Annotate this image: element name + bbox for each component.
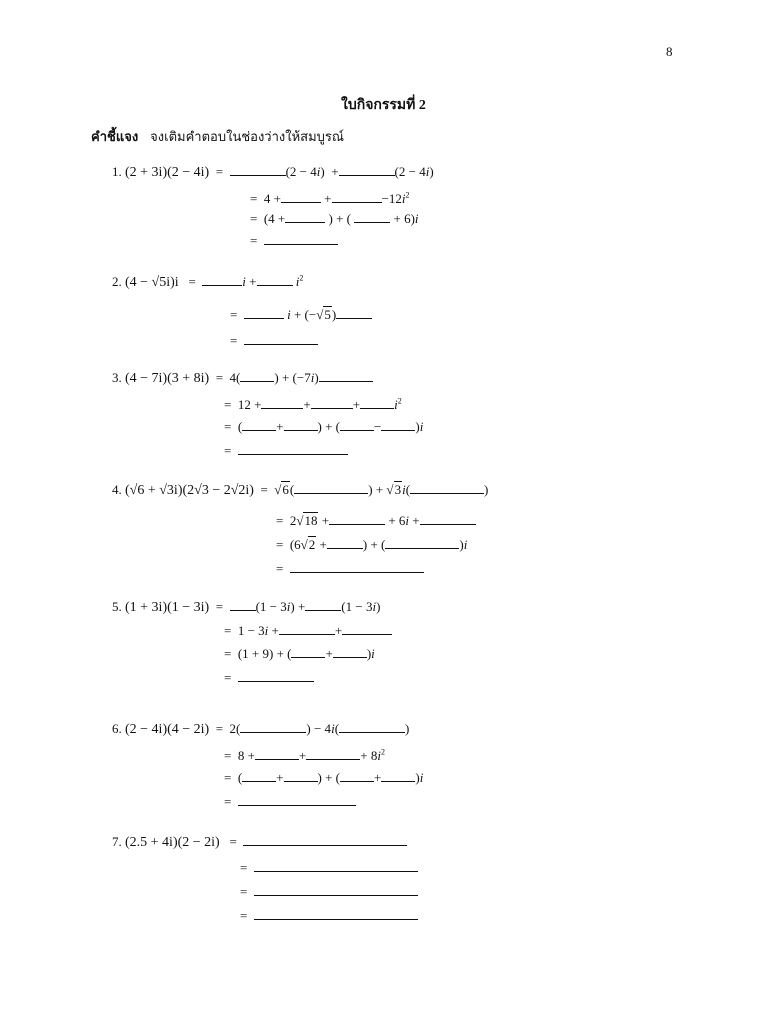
problem-2-step-1: = i + (−√5) (230, 306, 372, 323)
answer-blank[interactable] (284, 418, 318, 431)
answer-blank[interactable] (285, 210, 325, 223)
problem-5-number: 5. (112, 599, 122, 614)
answer-blank[interactable] (244, 332, 318, 345)
instruction-row (91, 126, 344, 147)
answer-blank[interactable] (242, 769, 276, 782)
problem-3-step-3: = (224, 442, 348, 459)
problem-4-number: 4. (112, 482, 122, 497)
answer-blank[interactable] (240, 369, 274, 382)
answer-blank[interactable] (255, 747, 299, 760)
problem-6-number: 6. (112, 721, 122, 736)
problem-6-step-2: = ( + ) + ( + )i (224, 770, 424, 785)
problem-6: 6. (2 − 4i)(4 − 2i) = 2( ) − 4i( ) (112, 721, 410, 737)
answer-blank[interactable] (279, 622, 335, 635)
answer-blank[interactable] (410, 481, 484, 494)
problem-4: 4. (√6 + √3i)(2√3 − 2√2i) = √6( ) + √3i( ) (112, 482, 489, 498)
problem-5-step-1: = 1 − 3i + + (224, 622, 392, 639)
problem-7: 7. (2.5 + 4i)(2 − 2i) = (112, 833, 407, 851)
problem-2-number: 2. (112, 274, 122, 289)
answer-blank[interactable] (360, 396, 394, 409)
problem-3-number: 3. (112, 370, 122, 385)
answer-blank[interactable] (339, 163, 395, 176)
instruction-label: คำชี้แจง (91, 129, 139, 144)
problem-2: 2. $(4 - √5i)i = i + i^2$ (112, 273, 304, 290)
answer-blank[interactable] (342, 622, 392, 635)
answer-blank[interactable] (354, 210, 390, 223)
problem-7-step-1: = (240, 859, 418, 876)
answer-blank[interactable] (305, 598, 341, 611)
answer-blank[interactable] (238, 669, 314, 682)
problem-3: 3. (4 − 7i)(3 + 8i) = 4( ) + (−7i) (112, 369, 373, 387)
answer-blank[interactable] (261, 396, 303, 409)
answer-blank[interactable] (244, 306, 284, 319)
answer-blank[interactable] (332, 190, 382, 203)
answer-blank[interactable] (327, 536, 363, 549)
answer-blank[interactable] (336, 306, 372, 319)
answer-blank[interactable] (339, 720, 405, 733)
answer-blank[interactable] (381, 418, 415, 431)
answer-blank[interactable] (340, 769, 374, 782)
answer-blank[interactable] (238, 793, 356, 806)
answer-blank[interactable] (238, 442, 348, 455)
problem-1-expression: (2 + 3i)(2 − 4i) (125, 165, 210, 180)
answer-blank[interactable] (230, 598, 256, 611)
answer-blank[interactable] (264, 232, 338, 245)
answer-blank[interactable] (385, 536, 459, 549)
answer-blank[interactable] (420, 512, 476, 525)
problem-5-step-3: = (224, 669, 314, 686)
answer-blank[interactable] (306, 747, 360, 760)
answer-blank[interactable] (281, 190, 321, 203)
problem-3-step-2: = ( + ) + ( − )i (224, 419, 424, 434)
answer-blank[interactable] (340, 418, 374, 431)
answer-blank[interactable] (254, 883, 418, 896)
problem-6-step-1: = 8 + + + $8i^2$ (224, 747, 385, 763)
answer-blank[interactable] (254, 907, 418, 920)
problem-5-expression: (1 + 3i)(1 − 3i) (125, 600, 210, 615)
problem-2-step-2: = (230, 332, 318, 349)
problem-4-step-1: = 2√18 + + 6i + (276, 512, 476, 529)
problem-6-expression: (2 − 4i)(4 − 2i) (125, 722, 210, 737)
problem-7-step-2: = (240, 883, 418, 900)
problem-7-expression: (2.5 + 4i)(2 − 2i) (125, 835, 220, 850)
answer-blank[interactable] (329, 512, 385, 525)
answer-blank[interactable] (243, 833, 407, 846)
problem-6-step-3: = (224, 793, 356, 810)
answer-blank[interactable] (240, 720, 306, 733)
problem-1-step-2: = (4 + ) + ( + 6)i (250, 211, 419, 226)
answer-blank[interactable] (254, 859, 418, 872)
problem-3-expression: (4 − 7i)(3 + 8i) (125, 371, 210, 386)
problem-3-step-1: = 12 + + + $i^2$ (224, 396, 402, 412)
answer-blank[interactable] (333, 645, 367, 658)
problem-5-step-2: = (1 + 9) + ( + )i (224, 646, 375, 661)
answer-blank[interactable] (284, 769, 318, 782)
problem-1-number: 1. (112, 164, 122, 179)
answer-blank[interactable] (202, 273, 242, 286)
problem-7-number: 7. (112, 834, 122, 849)
page-number: 8 (666, 44, 673, 59)
answer-blank[interactable] (319, 369, 373, 382)
problem-2-expression: (4 − √5i)i (125, 275, 179, 290)
problem-1: 1. (2 + 3i)(2 − 4i) = (2 − 4i) + (2 − 4i) (112, 164, 434, 180)
problem-4-step-3: = (276, 560, 424, 577)
answer-blank[interactable] (294, 481, 368, 494)
answer-blank[interactable] (381, 769, 415, 782)
problem-1-step-3: = (250, 232, 338, 249)
problem-1-step-1: = 4 + + $-12i^2$ (250, 190, 410, 206)
answer-blank[interactable] (242, 418, 276, 431)
problem-4-step-2: = (6√2 + ) + ( )i (276, 537, 468, 552)
answer-blank[interactable] (291, 645, 325, 658)
answer-blank[interactable] (311, 396, 353, 409)
problem-7-step-3: = (240, 907, 418, 924)
worksheet-title: ใบกิจกรรมที่ 2 (341, 98, 426, 113)
problem-4-expression: (√6 + √3i)(2√3 − 2√2i) (125, 483, 254, 498)
problem-5: 5. (1 + 3i)(1 − 3i) = (1 − 3i) + (1 − 3i) (112, 599, 381, 615)
answer-blank[interactable] (257, 273, 293, 286)
answer-blank[interactable] (230, 163, 286, 176)
answer-blank[interactable] (290, 560, 424, 573)
instruction-text: จงเติมคำตอบในช่องว่างให้สมบูรณ์ (150, 129, 344, 144)
